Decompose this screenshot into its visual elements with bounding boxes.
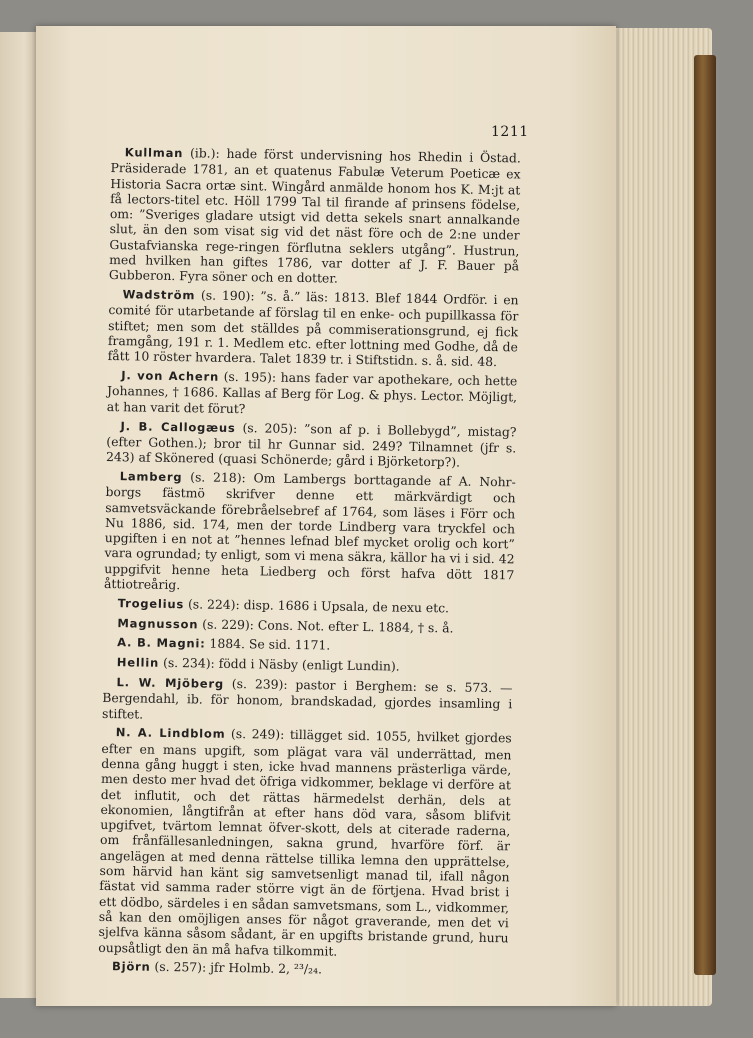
entry-paragraph <box>98 724 512 961</box>
entry-name: Lamberg <box>119 469 183 485</box>
entry <box>103 615 513 638</box>
entry-name: J. von Achern <box>121 368 220 384</box>
entry-paragraph <box>103 654 513 677</box>
entry-paragraph <box>106 418 517 471</box>
entry-text: (s. 239): pastor i Berghem: se s. 573. — Bergendahl, ib. för honom, brandskadad, gjordes insamling i stiftet. <box>101 675 513 722</box>
entry-paragraph <box>109 144 521 289</box>
entry-text: (s. 218): Om Lambergs borttagande af A. Nohr-borgs fästmö skrifver denne ett märkvärdigt och samvetsväckande förebråelsebref af 1764, som läses i Förr och Nu 1886, sid. 174, men der torde Lindberg vara tryckfel och upgiften i en not at ”hennes lefnad blef mycket orolig och kort” vara ogrundad; ty enligt, som vi mena säkra, källor ha vi i sid. 42 uppgifvit henne heta Liedberg och först hafva dött 1817 åttiotreårig. <box>103 469 516 593</box>
entry <box>103 634 513 657</box>
entry-name: Wadström <box>122 287 196 303</box>
entry <box>104 468 516 598</box>
page-number: 1211 <box>491 124 529 140</box>
entry-text: (s. 190): ”s. å.” läs: 1813. Blef 1844 Ordför. i en comité för utarbetande af förslag til en enke- och pupillkassa för stiftet; men som det ställdes på commiserationsgrund, ej fick framgång, 191 r. 1. Medlem etc. efter lottning med Godhe, då de fått 10 röster hvardera. Talet 1839 tr. i Stiftstidn. s. å. sid. 48. <box>107 287 519 370</box>
entry-text: (s. 257): jfr Holmb. 2, ²³/₂₄. <box>150 959 323 977</box>
entry-paragraph <box>104 468 516 598</box>
entry-paragraph <box>98 958 508 981</box>
entry-text: (s. 234): född i Näsby (enligt Lundin). <box>158 655 400 674</box>
entry <box>102 674 513 727</box>
entry-name: N. A. Lindblom <box>115 725 226 742</box>
entry-paragraph <box>102 674 513 727</box>
entry <box>109 144 521 289</box>
entry-text: (s. 205): ”son af p. i Bollebygd”, mistag? (efter Gothen.); bror til hr Gunnar sid. 249? Tilnamnet (jfr s. 243) af Skönered (quasi Schönerde; gård i Björketorp?). <box>105 419 517 470</box>
entry <box>104 595 514 618</box>
entry <box>108 286 519 370</box>
entry-name: Hellin <box>116 655 160 671</box>
entry-paragraph <box>103 615 513 638</box>
entry-paragraph <box>104 595 514 618</box>
entry <box>98 724 512 961</box>
entry-name: Trogelius <box>117 595 185 612</box>
entry-name: A. B. Magni: <box>117 635 206 651</box>
entry-name: Björn <box>111 959 151 975</box>
entry-paragraph <box>107 367 518 420</box>
entry <box>103 654 513 677</box>
text-column <box>98 144 521 984</box>
entry-name: J. B. Callogæus <box>120 418 236 435</box>
entry-text: (s. 195): hans fader var apothekare, och hette Johannes, † 1686. Kallas af Berg för Log. & phys. Lector. Möjligt, at han varit det förut? <box>106 368 518 416</box>
book-spine <box>694 55 716 975</box>
entry-paragraph <box>103 634 513 657</box>
entry-text: 1884. Se sid. 1171. <box>205 635 331 653</box>
entry-name: L. W. Mjöberg <box>116 675 225 691</box>
entry-text: (ib.): hade först undervisning hos Rhedin i Östad. Präsiderade 1781, an et quatenus Fabulæ Veterum Poeticæ ex Historia Sacra ortæ sint. Wingård anmälde honom hos K. M:jt at få lectors-titel etc. Höll 1799 Tal til firande af prinsens födelse, om: ”Sveriges gladare utsigt vid detta sekels snart annalkande slut, än den som visat sig vid det näst före och de 2:ne under Gustafvianska rege-ringen förflutna seklers utgång”. Hustrun, med hvilken han giftes 1786, var dotter af J. F. Bauer på Gubberon. Fyra söner och en dotter. <box>108 145 521 286</box>
book-page <box>36 26 616 1006</box>
entry-name: Kullman <box>124 145 184 161</box>
entry-text: (s. 224): disp. 1686 i Upsala, de nexu etc. <box>183 596 450 616</box>
entry-text: (s. 229): Cons. Not. efter L. 1884, † s. å. <box>198 616 454 636</box>
left-page-edge <box>0 32 41 998</box>
entry-name: Magnusson <box>117 615 199 632</box>
entry <box>106 418 517 471</box>
entry <box>98 958 508 981</box>
entry-paragraph <box>108 286 519 370</box>
entry <box>107 367 518 420</box>
entry-text: (s. 249): tillägget sid. 1055, hvilket gjordes efter en mans upgift, som plägat vara väl underrättad, men denna gång huggt i sten, icke hvad mannens prästerliga värde, men desto mer hvad det öfriga vidkommer, beklage vi derföre at det influtit, och det rättas härmedelst derhän, dels at ekonomien, långtifrån at efter hans död vara, såsom blifvit upgifvet, tvärtom lemnat öfver-skott, dels at citerade raderna, om frånfällesanledningen, sakna grund, hvarföre förf. är angelägen at med denna rättelse tillika lemna den upprättelse, som härvid han känt sig samvetsenligt manad til, ifall någon fästat vid samma rader större vigt än de förtjena. Hvad brist i ett dödbo, särdeles i en sådan samvetsmans, som L., vidkommer, så kan den omöjligen anses för något graverande, men det vi sjelfva känna såsom sådant, är en upgifts bristande grund, huru oupsåtligt den än må hafva tilkommit. <box>98 726 512 959</box>
